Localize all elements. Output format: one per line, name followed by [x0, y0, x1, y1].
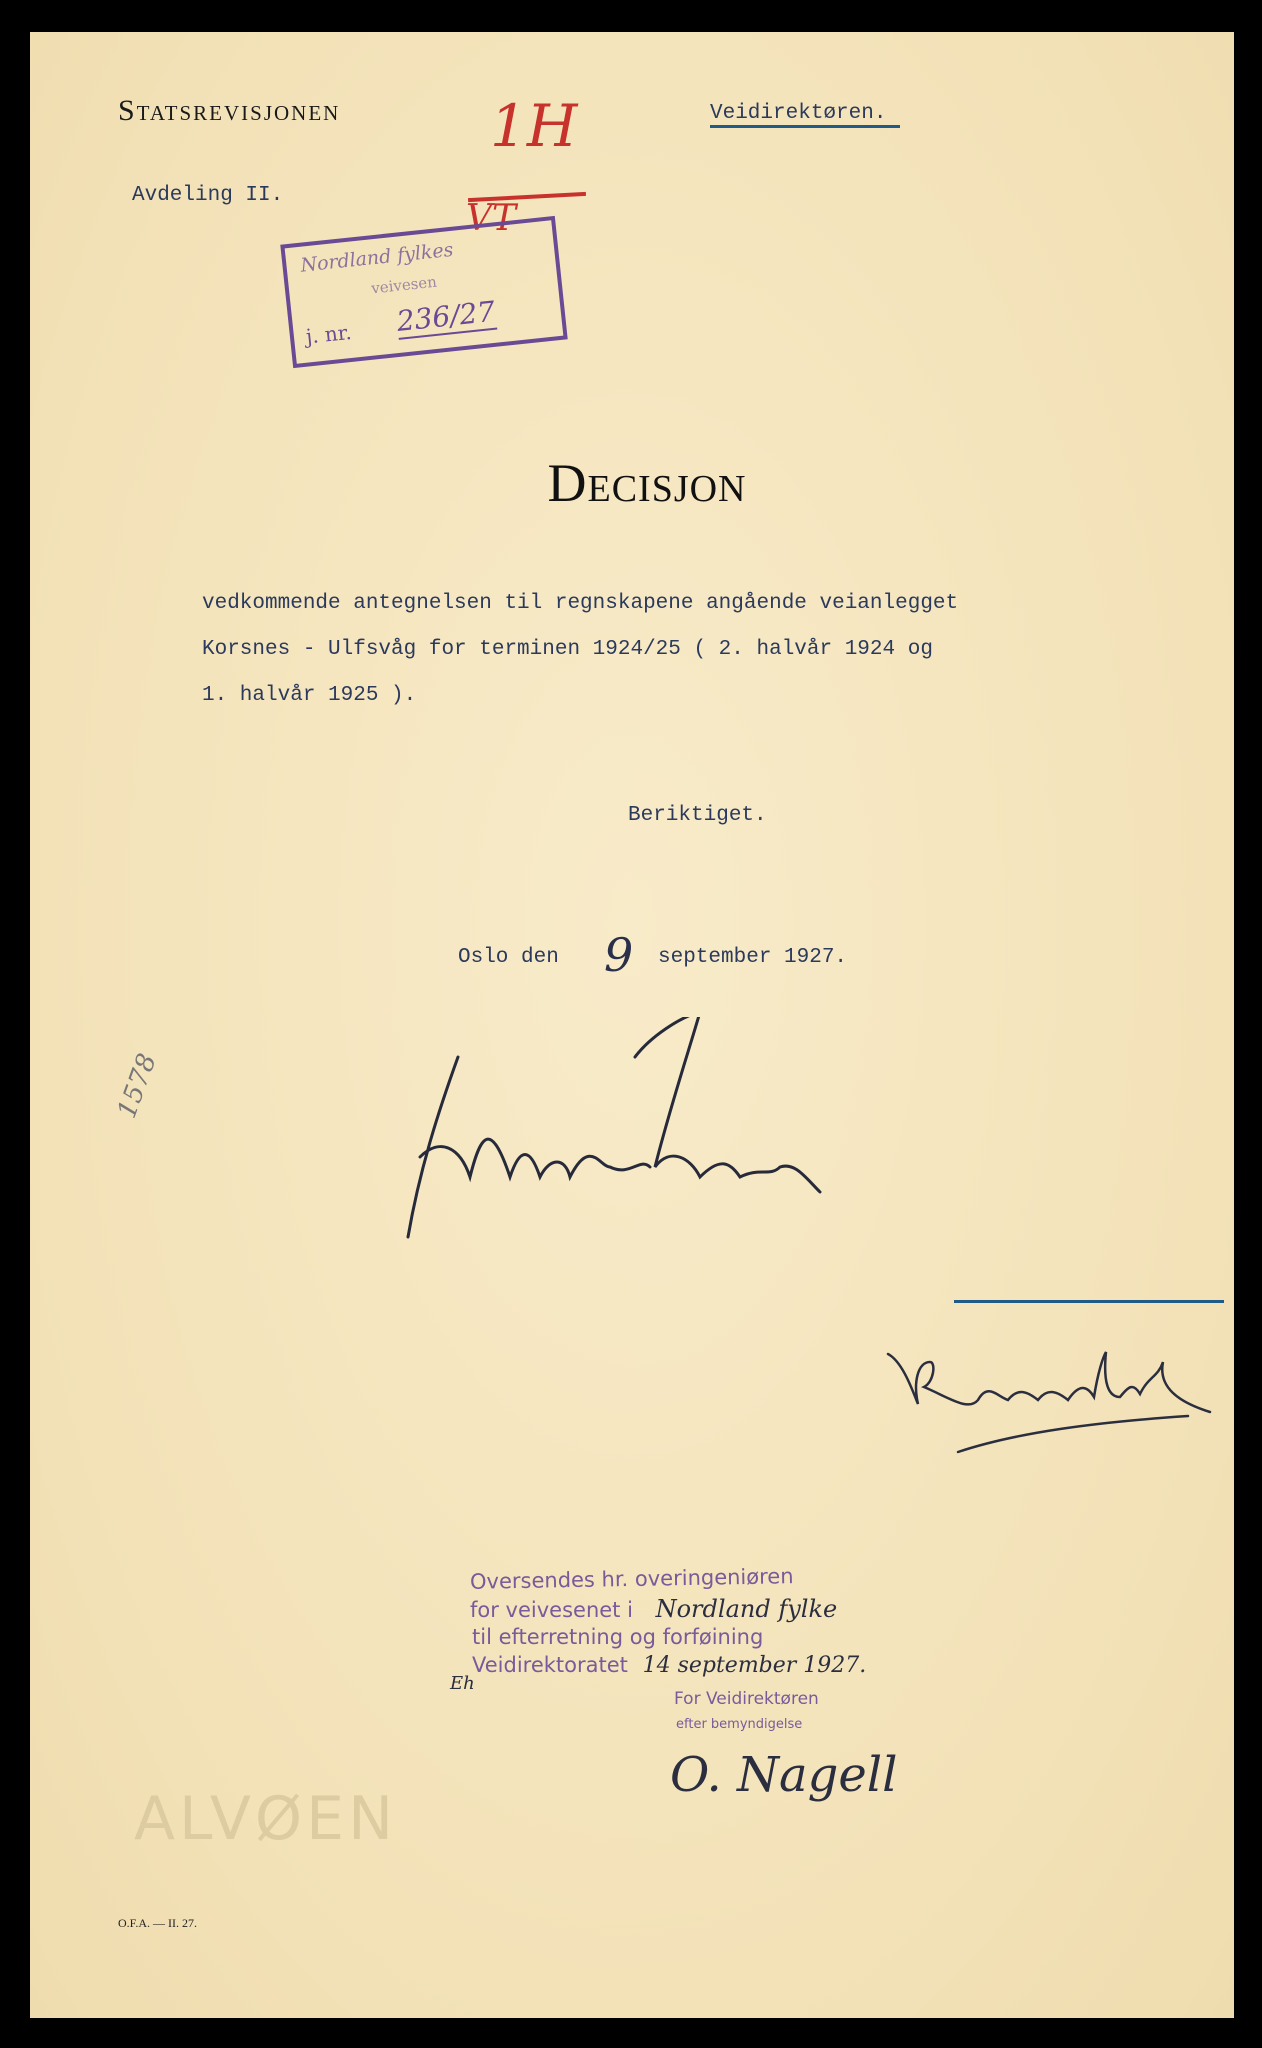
forward-stamp-line4-prefix: Veidirektoratet [472, 1653, 628, 1677]
red-annotation [466, 92, 586, 239]
recipient-label: Veidirektøren. [710, 102, 900, 128]
forward-stamp-line2-prefix: for veivesenet i [470, 1598, 633, 1622]
forward-stamp [450, 1564, 990, 1857]
second-signature [858, 1342, 1218, 1472]
red-note-bottom: VT [466, 198, 517, 239]
received-stamp-journal-label: j. nr. [304, 319, 353, 349]
forward-stamp-line4 [472, 1653, 866, 1678]
date-day: 9 [604, 928, 634, 982]
received-stamp-journal-number: 236/27 [395, 294, 497, 338]
margin-note: 1578 [112, 1049, 163, 1123]
forward-stamp-line1: Oversendes hr. overingeniøren [469, 1564, 794, 1594]
forward-stamp-line4-hand: 14 september 1927. [642, 1653, 867, 1678]
forward-stamp-initials: Eh [450, 1673, 475, 1694]
department-label: Avdeling II. [132, 184, 284, 207]
footer-code: O.F.A. — II. 27. [118, 1916, 198, 1930]
office-heading: Statsrevisjonen [118, 94, 341, 127]
signature-rule [954, 1300, 1224, 1303]
forward-stamp-line2-hand: Nordland fylke [655, 1595, 838, 1623]
main-signature [400, 1017, 860, 1257]
received-stamp-line2: veivesen [370, 272, 438, 298]
date-suffix: september 1927. [658, 946, 848, 969]
date-line [458, 928, 958, 992]
body-line-2: Korsnes - Ulfsvåg for terminen 1924/25 ( 2. halvår 1924 og [202, 638, 933, 661]
forward-stamp-line6: efter bemyndigelse [676, 1717, 803, 1732]
document-page [30, 32, 1234, 2018]
received-stamp [280, 216, 567, 368]
status-text: Beriktiget. [628, 804, 767, 827]
forward-stamp-line5: For Veidirektøren [674, 1689, 819, 1709]
red-note-top: 1H [490, 92, 578, 160]
body-line-3: 1. halvår 1925 ). [202, 684, 417, 707]
body-line-1: vedkommende antegnelsen til regnskapene angående veianlegget [202, 592, 959, 615]
forward-stamp-line3: til efterretning og forføining [472, 1625, 764, 1649]
main-signature-stroke [400, 1017, 860, 1257]
received-stamp-line1: Nordland fylkes [299, 238, 455, 277]
date-prefix: Oslo den [458, 946, 559, 969]
third-signature: O. Nagell [670, 1747, 898, 1803]
watermark: ALVØEN [134, 1784, 397, 1854]
second-signature-stroke [858, 1342, 1218, 1472]
forward-stamp-line2 [470, 1595, 837, 1623]
document-title: Decisjon [547, 453, 747, 513]
